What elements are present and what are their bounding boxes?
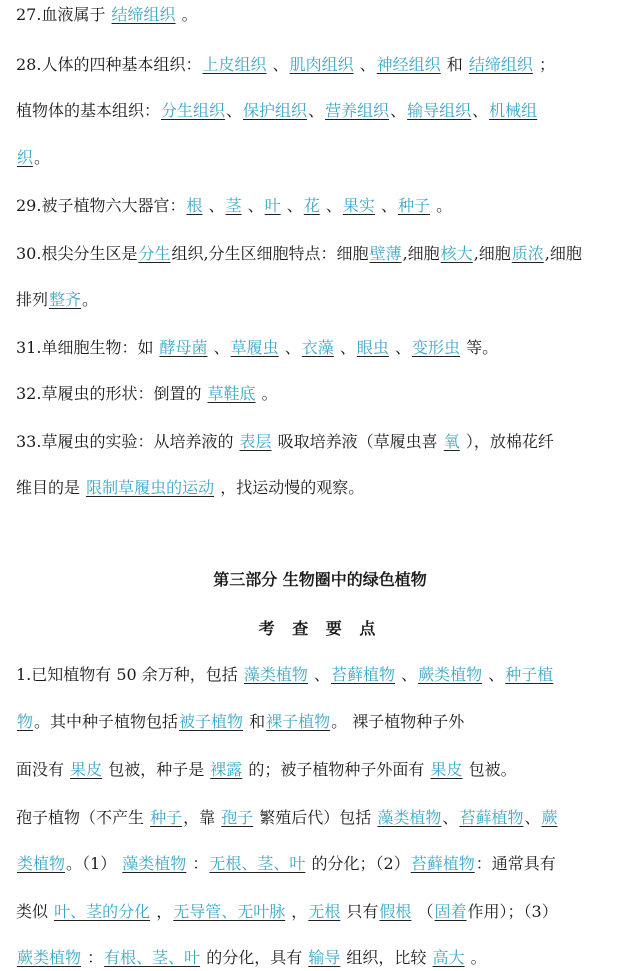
text-segment: 、 xyxy=(308,665,330,684)
text-line xyxy=(16,429,630,455)
text-segment: 类似 xyxy=(16,902,54,921)
section-title: 第三部分 生物圈中的绿色植物 xyxy=(213,570,427,589)
text-segment: 组织，比较 xyxy=(341,948,432,967)
text-line xyxy=(16,98,630,124)
answer-blank: 保护组织 xyxy=(243,101,308,120)
text-segment: 、 xyxy=(375,196,397,215)
answer-blank: 裸子植物 xyxy=(266,712,331,731)
text-line xyxy=(16,145,630,171)
answer-blank: 苔藓植物 xyxy=(410,854,475,873)
text-segment: 、 xyxy=(389,338,411,357)
text-segment: 包被。 xyxy=(463,760,517,779)
text-segment: 33.草履虫的实验：从培养液的 xyxy=(16,432,239,451)
text-segment: 28.人体的四种基本组织： xyxy=(16,55,202,74)
text-segment: 、 xyxy=(281,196,303,215)
text-line xyxy=(16,899,630,925)
text-segment: 、 xyxy=(320,196,342,215)
text-segment: 29.被子植物六大器官： xyxy=(16,196,186,215)
text-line xyxy=(16,2,630,28)
text-line xyxy=(16,241,630,267)
text-segment: 的；被子植物种子外面有 xyxy=(243,760,430,779)
text-segment: 、 xyxy=(334,338,356,357)
answer-blank: 根 xyxy=(186,196,203,215)
answer-blank: 种子植 xyxy=(505,665,554,684)
text-line xyxy=(16,381,630,407)
text-segment: 、 xyxy=(267,55,289,74)
text-segment: ,细胞 xyxy=(544,244,582,263)
answer-blank: 类植物 xyxy=(17,854,66,873)
text-segment: 32.草履虫的形状：倒置的 xyxy=(16,384,207,403)
text-segment: 、 xyxy=(242,196,264,215)
text-segment: 。 xyxy=(465,948,487,967)
text-segment: ，靠 xyxy=(183,808,221,827)
text-segment: 。 裸子植物种子外 xyxy=(331,712,465,731)
text-segment: 、 xyxy=(524,808,541,827)
text-segment: ， xyxy=(151,902,173,921)
text-line xyxy=(16,475,630,501)
text-segment: 。（1） xyxy=(66,854,122,873)
text-line xyxy=(16,287,630,313)
answer-blank: 叶、茎的分化 xyxy=(54,902,151,921)
answer-blank: 藻类植物 xyxy=(377,808,442,827)
answer-blank: 被子植物 xyxy=(179,712,244,731)
text-segment: 。 xyxy=(176,5,198,24)
answer-blank: 孢子 xyxy=(221,808,254,827)
text-segment: 、 xyxy=(203,196,225,215)
answer-blank: 苔藓植物 xyxy=(331,665,396,684)
text-line xyxy=(16,709,630,735)
text-line xyxy=(16,945,630,971)
text-segment: 排列 xyxy=(16,290,49,309)
answer-blank: 分生 xyxy=(138,244,171,263)
answer-blank: 固着 xyxy=(434,902,467,921)
answer-blank: 蕨类植物 xyxy=(418,665,483,684)
answer-blank: 苔藓植物 xyxy=(459,808,524,827)
answer-blank: 种子 xyxy=(150,808,183,827)
text-segment: 维目的是 xyxy=(16,478,86,497)
text-segment: 等。 xyxy=(461,338,499,357)
answer-blank: 核大 xyxy=(440,244,473,263)
text-segment: 、 xyxy=(226,101,243,120)
text-segment: 31.单细胞生物：如 xyxy=(16,338,159,357)
answer-blank: 草鞋底 xyxy=(207,384,256,403)
answer-blank: 上皮组织 xyxy=(202,55,267,74)
text-line xyxy=(16,193,630,219)
text-segment: 。 xyxy=(82,290,99,309)
text-segment: ， xyxy=(286,902,308,921)
text-segment: ： xyxy=(82,948,104,967)
answer-blank: 分生组织 xyxy=(161,101,226,120)
answer-blank: 藻类植物 xyxy=(122,854,187,873)
text-segment: 、 xyxy=(354,55,376,74)
text-segment: ： xyxy=(187,854,209,873)
text-segment: 和 xyxy=(244,712,266,731)
answer-blank: 机械组 xyxy=(489,101,538,120)
answer-blank: 整齐 xyxy=(49,290,82,309)
answer-blank: 蕨类植物 xyxy=(17,948,82,967)
answer-blank: 有根、茎、叶 xyxy=(104,948,201,967)
text-segment: 只有 xyxy=(341,902,379,921)
answer-blank: 种子 xyxy=(398,196,431,215)
text-segment: 植物体的基本组织： xyxy=(16,101,161,120)
answer-blank: 酵母菌 xyxy=(159,338,208,357)
answer-blank: 织 xyxy=(17,148,34,167)
answer-blank: 物 xyxy=(17,712,34,731)
answer-blank: 无导管、无叶脉 xyxy=(173,902,286,921)
sub-title: 考 查 要 点 xyxy=(258,619,382,638)
answer-blank: 无根、茎、叶 xyxy=(209,854,306,873)
answer-blank: 肌肉组织 xyxy=(289,55,354,74)
answer-blank: 高大 xyxy=(432,948,465,967)
text-segment: 、 xyxy=(390,101,407,120)
text-segment: 。 xyxy=(34,148,51,167)
text-segment: 、 xyxy=(308,101,325,120)
answer-blank: 质浓 xyxy=(511,244,544,263)
answer-blank: 裸露 xyxy=(210,760,243,779)
answer-blank: 壁薄 xyxy=(369,244,402,263)
text-segment: ：通常具有 xyxy=(475,854,556,873)
text-line xyxy=(16,52,630,78)
answer-blank: 无根 xyxy=(308,902,341,921)
text-segment: 孢子植物（不产生 xyxy=(16,808,150,827)
answer-blank: 结缔组织 xyxy=(468,55,533,74)
text-segment: 、 xyxy=(472,101,489,120)
text-segment: 、 xyxy=(279,338,301,357)
text-segment: 包被，种子是 xyxy=(103,760,210,779)
text-segment: ，找运动慢的观察。 xyxy=(215,478,365,497)
text-line xyxy=(16,757,630,783)
text-segment: 的分化，具有 xyxy=(201,948,308,967)
text-segment: （ xyxy=(412,902,434,921)
text-segment: 、 xyxy=(442,808,459,827)
answer-blank: 藻类植物 xyxy=(243,665,308,684)
text-segment: ,细胞 xyxy=(402,244,440,263)
text-segment: 。其中种子植物包括 xyxy=(34,712,179,731)
text-segment: ,细胞 xyxy=(473,244,511,263)
text-segment: 、 xyxy=(208,338,230,357)
text-segment: 、 xyxy=(396,665,418,684)
answer-blank: 花 xyxy=(303,196,320,215)
answer-blank: 表层 xyxy=(239,432,272,451)
answer-blank: 输导 xyxy=(308,948,341,967)
text-line xyxy=(16,335,630,361)
answer-blank: 蕨 xyxy=(541,808,558,827)
text-segment: 组织,分生区细胞特点：细胞 xyxy=(171,244,369,263)
answer-blank: 草履虫 xyxy=(230,338,279,357)
text-segment: 和 xyxy=(441,55,468,74)
text-segment: 1.已知植物有 50 余万种，包括 xyxy=(16,665,243,684)
text-segment: ），放棉花纤 xyxy=(460,432,554,451)
answer-blank: 衣藻 xyxy=(301,338,334,357)
answer-blank: 输导组织 xyxy=(407,101,472,120)
text-segment: 。 xyxy=(256,384,278,403)
answer-blank: 叶 xyxy=(264,196,281,215)
answer-blank: 氧 xyxy=(443,432,460,451)
answer-blank: 果实 xyxy=(342,196,375,215)
text-segment: 繁殖后代）包括 xyxy=(254,808,377,827)
answer-blank: 限制草履虫的运动 xyxy=(86,478,215,497)
text-segment: 30.根尖分生区是 xyxy=(16,244,138,263)
answer-blank: 茎 xyxy=(225,196,242,215)
text-segment: 。 xyxy=(431,196,453,215)
text-line xyxy=(16,851,630,877)
text-segment: 、 xyxy=(483,665,505,684)
answer-blank: 变形虫 xyxy=(411,338,460,357)
text-segment: 面没有 xyxy=(16,760,70,779)
answer-blank: 营养组织 xyxy=(325,101,390,120)
text-line xyxy=(16,805,630,831)
text-segment: 吸取培养液（草履虫喜 xyxy=(272,432,443,451)
answer-blank: 果皮 xyxy=(430,760,463,779)
answer-blank: 果皮 xyxy=(70,760,103,779)
answer-blank: 结缔组织 xyxy=(111,5,176,24)
answer-blank: 眼虫 xyxy=(356,338,389,357)
text-segment: 的分化；（2） xyxy=(306,854,410,873)
text-segment: 作用）；（3） xyxy=(467,902,558,921)
answer-blank: 神经组织 xyxy=(376,55,441,74)
text-segment: 27.血液属于 xyxy=(16,5,111,24)
text-line xyxy=(16,662,630,688)
text-segment: ； xyxy=(533,55,555,74)
answer-blank: 假根 xyxy=(379,902,412,921)
